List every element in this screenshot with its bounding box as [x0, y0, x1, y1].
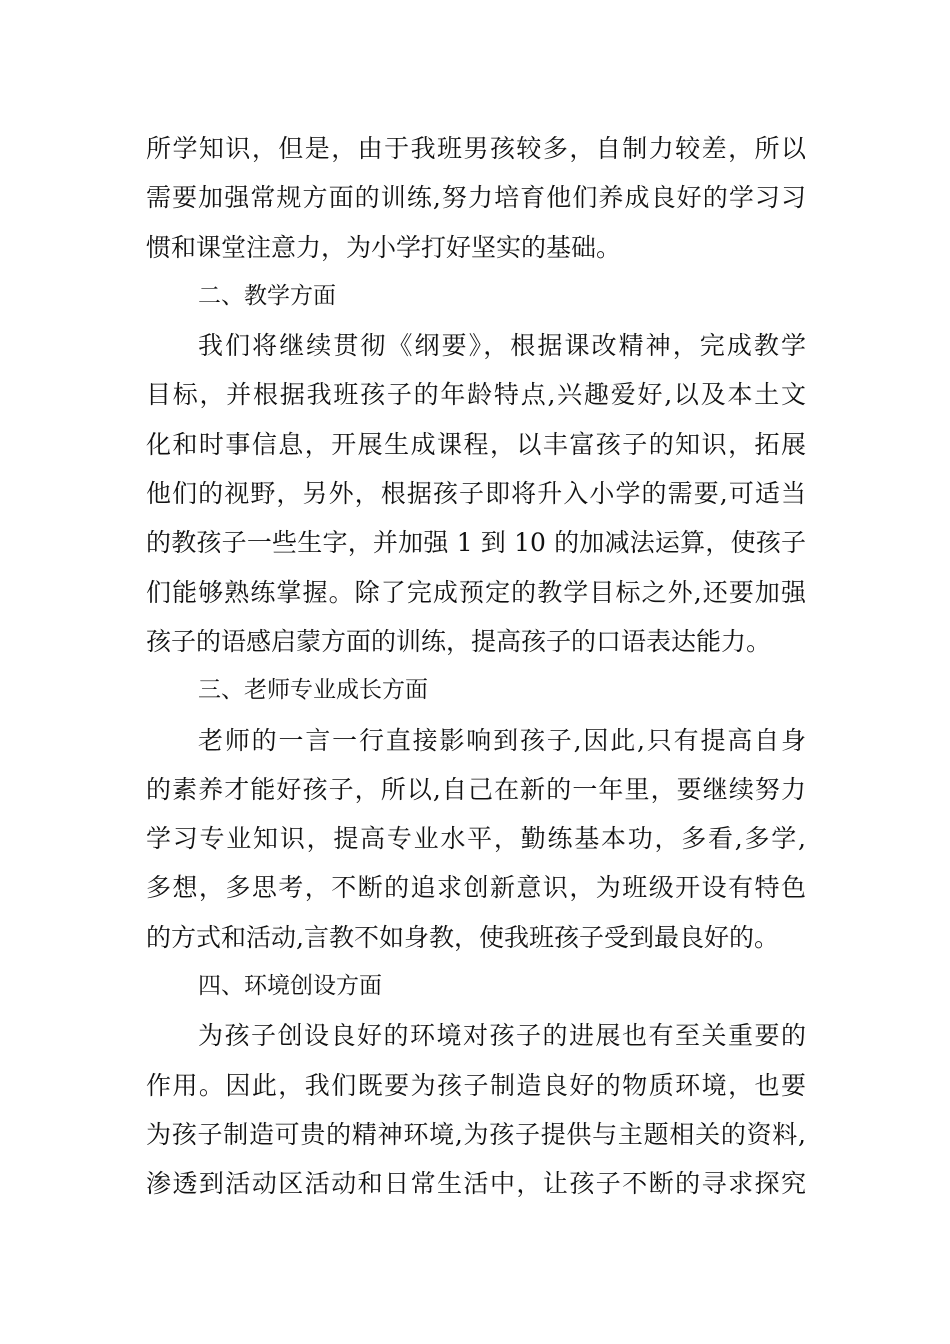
- text-line: 们能够熟练掌握。除了完成预定的教学目标之外,还要加强: [146, 577, 806, 607]
- text-line: 惯和课堂注意力，为小学打好坚实的基础。: [146, 232, 622, 262]
- paragraph: [146, 716, 806, 962]
- text-line: 目标，并根据我班孩子的年龄特点,兴趣爱好,以及本土文: [146, 380, 806, 410]
- document-page: [146, 124, 806, 1209]
- paragraph: [146, 1011, 806, 1208]
- text-line: 的方式和活动,言教不如身教，使我班孩子受到最良好的。: [146, 922, 779, 952]
- text-line: 作用。因此，我们既要为孩子制造良好的物质环境，也要: [146, 1070, 806, 1100]
- paragraph: [146, 321, 806, 666]
- text-line: 我们将继续贯彻《纲要》，根据课改精神，完成教学: [198, 331, 806, 361]
- text-line: 老师的一言一行直接影响到孩子,因此,只有提高自身: [198, 725, 806, 755]
- text-line: 学习专业知识，提高专业水平，勤练基本功，多看,多学,: [146, 824, 806, 854]
- section-heading: 二、教学方面: [198, 282, 336, 309]
- text-line: 他们的视野，另外，根据孩子即将升入小学的需要,可适当: [146, 479, 806, 509]
- text-line: 渗透到活动区活动和日常生活中，让孩子不断的寻求探究: [146, 1169, 806, 1199]
- text-line: 为孩子创设良好的环境对孩子的进展也有至关重要的: [198, 1021, 806, 1051]
- text-line: 的素养才能好孩子，所以,自己在新的一年里，要继续努力: [146, 774, 806, 804]
- text-line: 化和时事信息，开展生成课程，以丰富孩子的知识，拓展: [146, 429, 806, 459]
- text-line: 的教孩子一些生字，并加强 1 到 10 的加减法运算，使孩子: [146, 528, 806, 558]
- text-line: 孩子的语感启蒙方面的训练，提高孩子的口语表达能力。: [146, 626, 772, 656]
- paragraph: [146, 124, 806, 272]
- text-line: 所学知识，但是，由于我班男孩较多，自制力较差，所以: [146, 134, 806, 163]
- section-heading: 三、老师专业成长方面: [198, 677, 428, 704]
- text-line: 为孩子制造可贵的精神环境,为孩子提供与主题相关的资料,: [146, 1119, 806, 1149]
- text-line: 需要加强常规方面的训练,努力培育他们养成良好的学习习: [146, 183, 806, 213]
- section-heading: 四、环境创设方面: [198, 973, 382, 1000]
- text-line: 多想，多思考，不断的追求创新意识，为班级开设有特色: [146, 873, 806, 903]
